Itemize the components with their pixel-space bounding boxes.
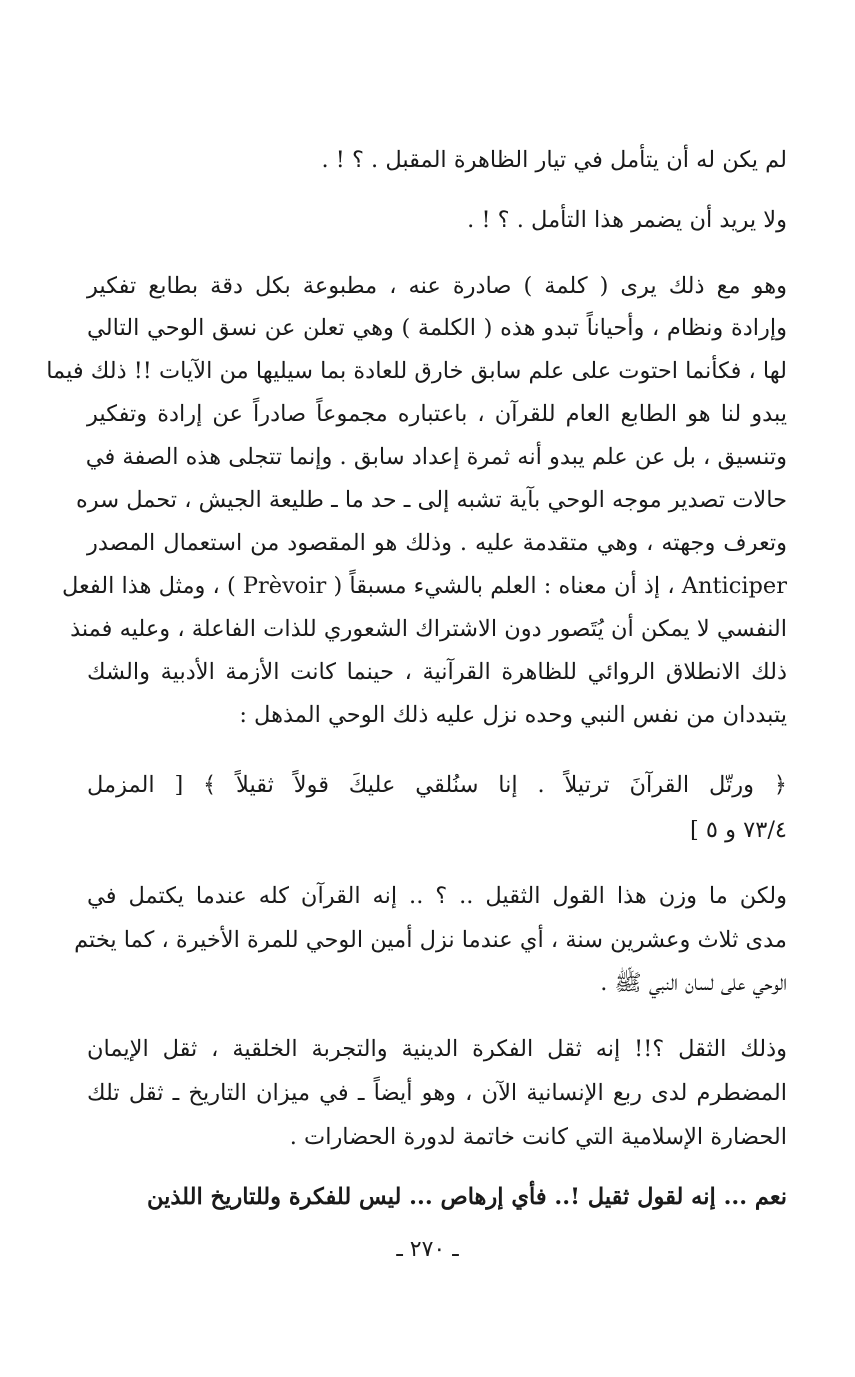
text-line: الحضارة الإسلامية التي كانت خاتمة لدورة الحضارات . <box>289 1124 787 1150</box>
text-line: يبدو لنا هو الطابع العام للقرآن ، باعتباره مجموعاً صادراً عن إرادة وتفكير <box>87 401 787 427</box>
verse-reference: ٧٣/٤ و ٥ ] <box>689 817 787 843</box>
text-line: ذلك الانطلاق الروائي للظاهرة القرآنية ، حينما كانت الأزمة الأدبية والشك <box>87 659 787 685</box>
text-line: وتعرف وجهته ، وهي متقدمة عليه . وذلك هو المقصود من استعمال المصدر <box>87 530 787 556</box>
text-line: وذلك الثقل ؟!! إنه ثقل الفكرة الدينية والتجربة الخلقية ، ثقل الإيمان <box>87 1036 787 1062</box>
text-line: المضطرم لدى ربع الإنسانية الآن ، وهو أيضاً ـ في ميزان التاريخ ـ ثقل تلك <box>87 1080 787 1106</box>
text-line: ولا يريد أن يضمر هذا التأمل . ؟ ! . <box>467 207 787 233</box>
text-line-bold: نعم ... إنه لقول ثقيل !.. فأي إرهاص ... ليس للفكرة وللتاريخ اللذين <box>146 1184 787 1210</box>
text-line: وتنسيق ، بل عن علم يبدو أنه ثمرة إعداد سابق . وإنما تتجلى هذه الصفة في <box>85 444 787 470</box>
text-line: حالات تصدير موجه الوحي بآية تشبه إلى ـ حد ما ـ طليعة الجيش ، تحمل سره <box>76 487 787 513</box>
text-line: Anticiper ، إذ أن معناه : العلم بالشيء مسبقاً ( Prèvoir ) ، ومثل هذا الفعل <box>62 573 787 599</box>
text-line: النفسي لا يمكن أن يُتَصور دون الاشتراك الشعوري للذات الفاعلة ، وعليه فمنذ <box>70 616 787 642</box>
text-line: يتبددان من نفس النبي وحده نزل عليه ذلك الوحي المذهل : <box>239 702 787 728</box>
page-number: ـ ٢٧٠ ـ <box>396 1237 459 1262</box>
text-line: لم يكن له أن يتأمل في تيار الظاهرة المقبل . ؟ ! . <box>321 147 787 173</box>
quran-verse-line: ﴿ ورتّل القرآنَ ترتيلاً . إنا سنُلقي عليكَ قولاً ثقيلاً ﴾ [ المزمل <box>87 772 787 798</box>
text-line: مدى ثلاث وعشرين سنة ، أي عندما نزل أمين الوحي للمرة الأخيرة ، كما يختم <box>74 927 787 953</box>
text-line: وإرادة ونظام ، وأحياناً تبدو هذه ( الكلمة ) وهي تعلن عن نسق الوحي التالي <box>87 315 787 341</box>
text-line: وهو مع ذلك يرى ( كلمة ) صادرة عنه ، مطبوعة بكل دقة بطابع تفكير <box>87 273 787 299</box>
text-line: الوحي على لسان النبي ﷺ . <box>600 970 787 996</box>
text-line: لها ، فكأنما احتوت على علم سابق خارق للعادة بما سيليها من الآيات !! ذلك فيما <box>46 358 787 384</box>
text-line: ولكن ما وزن هذا القول الثقيل .. ؟ .. إنه القرآن كله عندما يكتمل في <box>87 883 787 909</box>
